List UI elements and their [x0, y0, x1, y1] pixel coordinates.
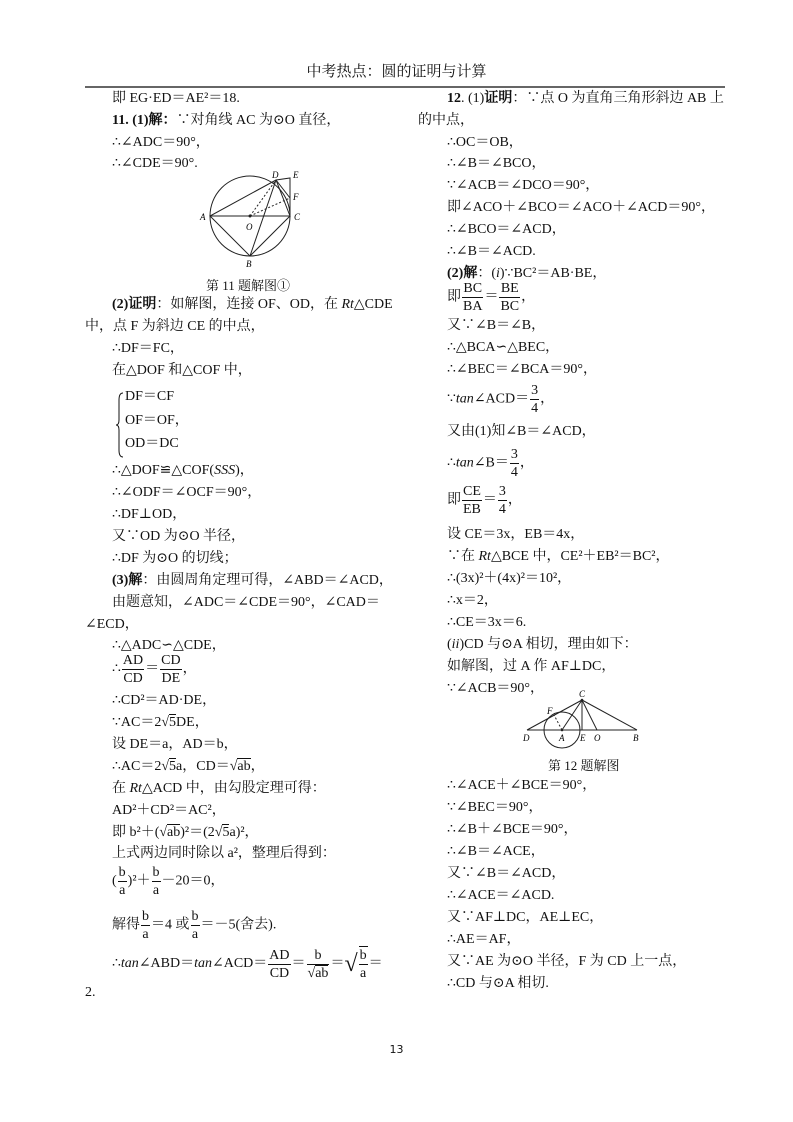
- line-text: Rt: [129, 781, 142, 796]
- line: ∴△ADC∽△CDE，: [112, 638, 226, 653]
- page-header-title: 中考热点：圆的证明与计算: [306, 62, 487, 80]
- line-text: (: [447, 637, 452, 652]
- line: ∴DF 为⊙O 的切线；: [112, 551, 238, 566]
- line-text: ∠ACD＝: [473, 391, 530, 407]
- numerator: b: [307, 947, 330, 965]
- line: 又由(1)知∠B＝∠ACD，: [447, 424, 596, 439]
- line: 又∵OD 为⊙O 半径，: [112, 529, 246, 544]
- denominator: 4: [510, 465, 518, 480]
- radicand: ab: [237, 759, 251, 774]
- line: [447, 548, 670, 566]
- line: ∴∠B＝∠BCO，: [447, 156, 546, 171]
- fraction: [152, 864, 161, 899]
- line: ∴∠B＝∠ACE，: [447, 844, 545, 859]
- line: ∴∠CDE＝90°.: [112, 156, 198, 171]
- fraction: [307, 947, 330, 982]
- part-label: . (1)解：: [125, 113, 177, 128]
- line: 设 DE＝a，AD＝b，: [112, 737, 238, 752]
- line-text: 即: [447, 492, 461, 508]
- line: 上式两边同时除以 a²，整理后得到：: [112, 846, 336, 861]
- label-B: B: [246, 259, 252, 269]
- radicand: 5: [222, 825, 230, 840]
- line: [112, 780, 326, 798]
- question-number: 12: [447, 91, 461, 106]
- fraction-line: [447, 382, 554, 417]
- line: ∴∠ACE＝∠ACD.: [447, 888, 555, 903]
- fraction-line: [447, 280, 535, 315]
- line: ∴CE＝3x＝6.: [447, 615, 527, 630]
- line-text: ，: [182, 661, 197, 677]
- fraction: [268, 947, 290, 982]
- numerator: b: [152, 865, 160, 880]
- line-text: ＝: [368, 956, 383, 972]
- line-text: ∠ABD＝: [138, 956, 195, 972]
- line-text: ：由圆周角定理可得，∠ABD＝∠ACD，: [142, 573, 393, 588]
- fraction: [510, 446, 519, 481]
- denominator: a: [191, 927, 199, 942]
- line-text: )∵BC²＝AB·BE，: [499, 266, 607, 281]
- label-O: O: [246, 222, 253, 232]
- line-text: ∵AC＝2: [112, 715, 162, 730]
- line: ∴∠ADC＝90°，: [112, 135, 210, 150]
- line: ∴OC＝OB，: [447, 135, 523, 150]
- line-text: ∵对角线 AC 为⊙O 直径，: [176, 113, 341, 128]
- denominator: 4: [531, 401, 539, 416]
- part-label: (3)解: [112, 573, 143, 588]
- brace-icon: [116, 392, 124, 458]
- line-text: ∴: [447, 455, 456, 471]
- fraction-line: [447, 483, 522, 518]
- line: ∴∠B＋∠BCE＝90°，: [447, 822, 578, 837]
- figure-11-circle-diagram: [195, 170, 310, 270]
- numerator: AD: [269, 947, 290, 963]
- label-C: C: [579, 690, 586, 699]
- denominator: DE: [161, 671, 181, 686]
- label-D: D: [272, 170, 279, 180]
- line: 如解图，过 A 作 AF⊥DC，: [447, 659, 616, 674]
- line-text: ，: [540, 391, 555, 407]
- denominator: a: [119, 883, 126, 898]
- line: ∴∠B＝∠ACD.: [447, 244, 536, 259]
- radicand: ab: [315, 965, 329, 981]
- line: ∴(3x)²＋(4x)²＝10²，: [447, 571, 572, 586]
- denominator: 4: [498, 502, 506, 517]
- line-text: SSS: [214, 463, 236, 478]
- line: ∵∠BEC＝90°，: [447, 800, 543, 815]
- line: AD²＋CD²＝AC²，: [112, 803, 226, 818]
- fraction: [118, 864, 127, 899]
- radicand: 5: [169, 759, 177, 774]
- line-text: ，: [519, 455, 534, 471]
- figure-11-caption: 第 11 题解图①: [206, 278, 291, 293]
- label-C: C: [294, 212, 301, 222]
- fraction-line: [112, 908, 276, 943]
- label-E: E: [293, 170, 299, 180]
- line-text: 在: [112, 781, 130, 796]
- line: 又∵∠B＝∠B，: [447, 318, 546, 333]
- line: ∵AC＝2√5DE，: [112, 715, 209, 730]
- denominator: a: [152, 883, 160, 898]
- line: ∵∠ACB＝∠DCO＝90°，: [447, 178, 600, 193]
- line-text: a，CD＝: [176, 759, 230, 774]
- fraction: [160, 652, 181, 687]
- denominator: BC: [500, 299, 520, 314]
- label-B: B: [633, 733, 639, 743]
- line: ∴DF⊥OD，: [112, 507, 187, 522]
- fraction-line: [112, 864, 225, 899]
- line: 即∠ACO＋∠BCO＝∠ACO＋∠ACD＝90°，: [447, 200, 715, 215]
- line-text: )²＝(2: [180, 825, 215, 840]
- line: ∴CD 与⊙A 相切.: [447, 976, 549, 991]
- line-text: ：如解图，连接 OF、OD，在: [156, 297, 342, 312]
- fraction: [359, 946, 368, 982]
- line-text: ：(: [477, 266, 496, 281]
- radicand: 5: [169, 715, 177, 730]
- line-text: ∠ACD＝: [212, 956, 268, 972]
- numerator: BC: [463, 281, 483, 296]
- question-number: 11: [112, 113, 126, 128]
- line: 又∵AF⊥DC，AE⊥EC，: [447, 910, 604, 925]
- numerator: CE: [463, 484, 481, 499]
- line: 由题意知，∠ADC＝∠CDE＝90°，∠CAD＝: [112, 595, 380, 610]
- fraction: [191, 908, 200, 943]
- line-text: ∵: [447, 391, 456, 407]
- line-text: i: [496, 266, 500, 281]
- line: [112, 462, 254, 480]
- line: ∴AC＝2√5a，CD＝√ab，: [112, 759, 265, 774]
- line-text: △CDE: [353, 297, 393, 312]
- line-text: a)²，: [229, 825, 259, 840]
- line-text: tan: [455, 455, 474, 471]
- question-11-heading: [112, 112, 340, 130]
- question-12-heading: [447, 90, 724, 108]
- line: 又∵AE 为⊙O 半径，F 为 CD 上一点，: [447, 954, 687, 969]
- line-text: 即 b²＋(: [112, 825, 160, 840]
- line-text: ＝: [145, 661, 160, 677]
- numerator: b: [142, 909, 149, 924]
- line: 设 CE＝3x，EB＝4x，: [447, 527, 585, 542]
- line-text: ∴: [112, 661, 121, 677]
- figure-12-caption: 第 12 题解图: [548, 758, 620, 773]
- fraction-line: [447, 446, 534, 481]
- fraction: [530, 382, 539, 417]
- line-text: ＝4 或: [151, 917, 190, 933]
- denominator: CD: [269, 965, 290, 981]
- line: ∴x＝2，: [447, 593, 498, 608]
- line-text: )CD 与⊙A 相切，理由如下：: [459, 637, 638, 652]
- line-text: ∵在: [447, 549, 479, 564]
- line: [447, 636, 638, 654]
- line-text: (: [112, 873, 117, 889]
- line: 中，点 F 为斜边 CE 的中点，: [85, 319, 265, 334]
- line-text: 解得: [112, 917, 140, 933]
- label-A: A: [200, 212, 206, 222]
- denominator: CD: [123, 671, 143, 686]
- fraction-line: [112, 652, 197, 687]
- line-text: )，: [235, 463, 254, 478]
- label-D: D: [523, 733, 530, 743]
- header-rule: [85, 86, 725, 88]
- line: ∴AE＝AF，: [447, 932, 521, 947]
- line: ∴CD²＝AD·DE，: [112, 693, 217, 708]
- system-line: OD＝DC: [125, 436, 179, 451]
- line-text: ，: [507, 492, 522, 508]
- line-text: . (1): [461, 91, 485, 106]
- line-text: tan: [455, 391, 474, 407]
- line-text: ∠B＝: [473, 455, 509, 471]
- line-text: ，: [250, 759, 265, 774]
- line-text: △ACD 中，由勾股定理可得：: [141, 781, 326, 796]
- line-text: ＝－5(舍去).: [200, 917, 277, 933]
- page-number: 13: [389, 1043, 404, 1056]
- line: 2.: [85, 985, 96, 1000]
- line-text: ，: [521, 289, 536, 305]
- line: [112, 572, 393, 590]
- line-text: tan: [120, 956, 139, 972]
- numerator: 3: [531, 383, 539, 398]
- line-text: Rt: [341, 297, 354, 312]
- line-text: )²＋: [127, 873, 151, 889]
- label-E: E: [580, 733, 586, 743]
- line-text: ＝: [291, 956, 306, 972]
- line: 又∵∠B＝∠ACD，: [447, 866, 566, 881]
- label-F: F: [293, 192, 299, 202]
- line-text: DE，: [176, 715, 209, 730]
- numerator: 3: [498, 484, 506, 499]
- denominator: BA: [463, 299, 483, 314]
- denominator: a: [142, 927, 149, 942]
- line-text: ＝: [484, 289, 499, 305]
- numerator: AD: [122, 653, 144, 668]
- figure-12-triangle-diagram: [522, 690, 647, 752]
- line-text: △BCE 中，CE²＋EB²＝BC²，: [490, 549, 670, 564]
- fraction: [499, 280, 520, 315]
- system-line: DF＝CF: [125, 389, 175, 404]
- line: 的中点，: [418, 113, 474, 128]
- line: ∴△BCA∽△BEC，: [447, 340, 560, 355]
- fraction: [498, 483, 507, 518]
- part-label: 证明: [484, 91, 513, 106]
- line-text: ii: [451, 637, 460, 652]
- line: 在△DOF 和△COF 中，: [112, 363, 252, 378]
- numerator: b: [118, 865, 126, 880]
- line-text: ＝: [330, 956, 345, 972]
- line-text: ＝: [482, 492, 497, 508]
- line-text: tan: [194, 956, 212, 972]
- fraction: [462, 483, 482, 518]
- fraction: [122, 652, 144, 687]
- numerator: 3: [510, 447, 518, 462]
- part-label: (2)解: [447, 266, 478, 281]
- numerator: CD: [161, 653, 181, 668]
- line-text: Rt: [478, 549, 491, 564]
- line-text: ∴AC＝2: [112, 759, 162, 774]
- line-text: 即: [447, 289, 461, 305]
- line-text: －20＝0，: [161, 873, 225, 889]
- line: ∠ECD，: [85, 617, 139, 632]
- label-A: A: [559, 733, 565, 743]
- fraction-line: ∴tan∠ABD＝tan∠ACD＝ $\frac{AD}{CD}$ ＝ $\frac{b}{√ab}$ ＝√ $\frac{b}{a}$ ＝: [112, 947, 383, 981]
- line-text: ∴△DOF≌△COF(: [112, 463, 215, 478]
- line: 即 b²＋(√ab)²＝(2√5a)²，: [112, 825, 259, 840]
- part-label: (2)证明: [112, 297, 157, 312]
- denominator: √ab: [307, 965, 329, 981]
- line-text: ∴: [112, 956, 121, 972]
- denominator: a: [360, 966, 367, 981]
- system-line: OF＝OF，: [125, 413, 189, 428]
- line: ∴∠ODF＝∠OCF＝90°，: [112, 485, 262, 500]
- line: ∵∠ACB＝90°，: [447, 681, 545, 696]
- numerator: b: [359, 948, 367, 963]
- line: [112, 296, 393, 314]
- label-O: O: [594, 733, 601, 743]
- line: ∴∠ACE＋∠BCE＝90°，: [447, 778, 597, 793]
- denominator: EB: [463, 502, 481, 517]
- line: 即 EG·ED＝AE²＝18.: [112, 91, 240, 106]
- line: ∴∠BCO＝∠ACD，: [447, 222, 566, 237]
- label-F: F: [547, 706, 553, 716]
- line: ∴DF＝FC，: [112, 341, 184, 356]
- fraction: [462, 280, 483, 315]
- numerator: BE: [500, 281, 519, 296]
- numerator: b: [191, 909, 199, 924]
- radicand: ab: [167, 825, 181, 840]
- line-text: ：∵点 O 为直角三角形斜边 AB 上: [512, 91, 724, 106]
- line: ∴∠BEC＝∠BCA＝90°，: [447, 362, 597, 377]
- fraction: [141, 908, 150, 943]
